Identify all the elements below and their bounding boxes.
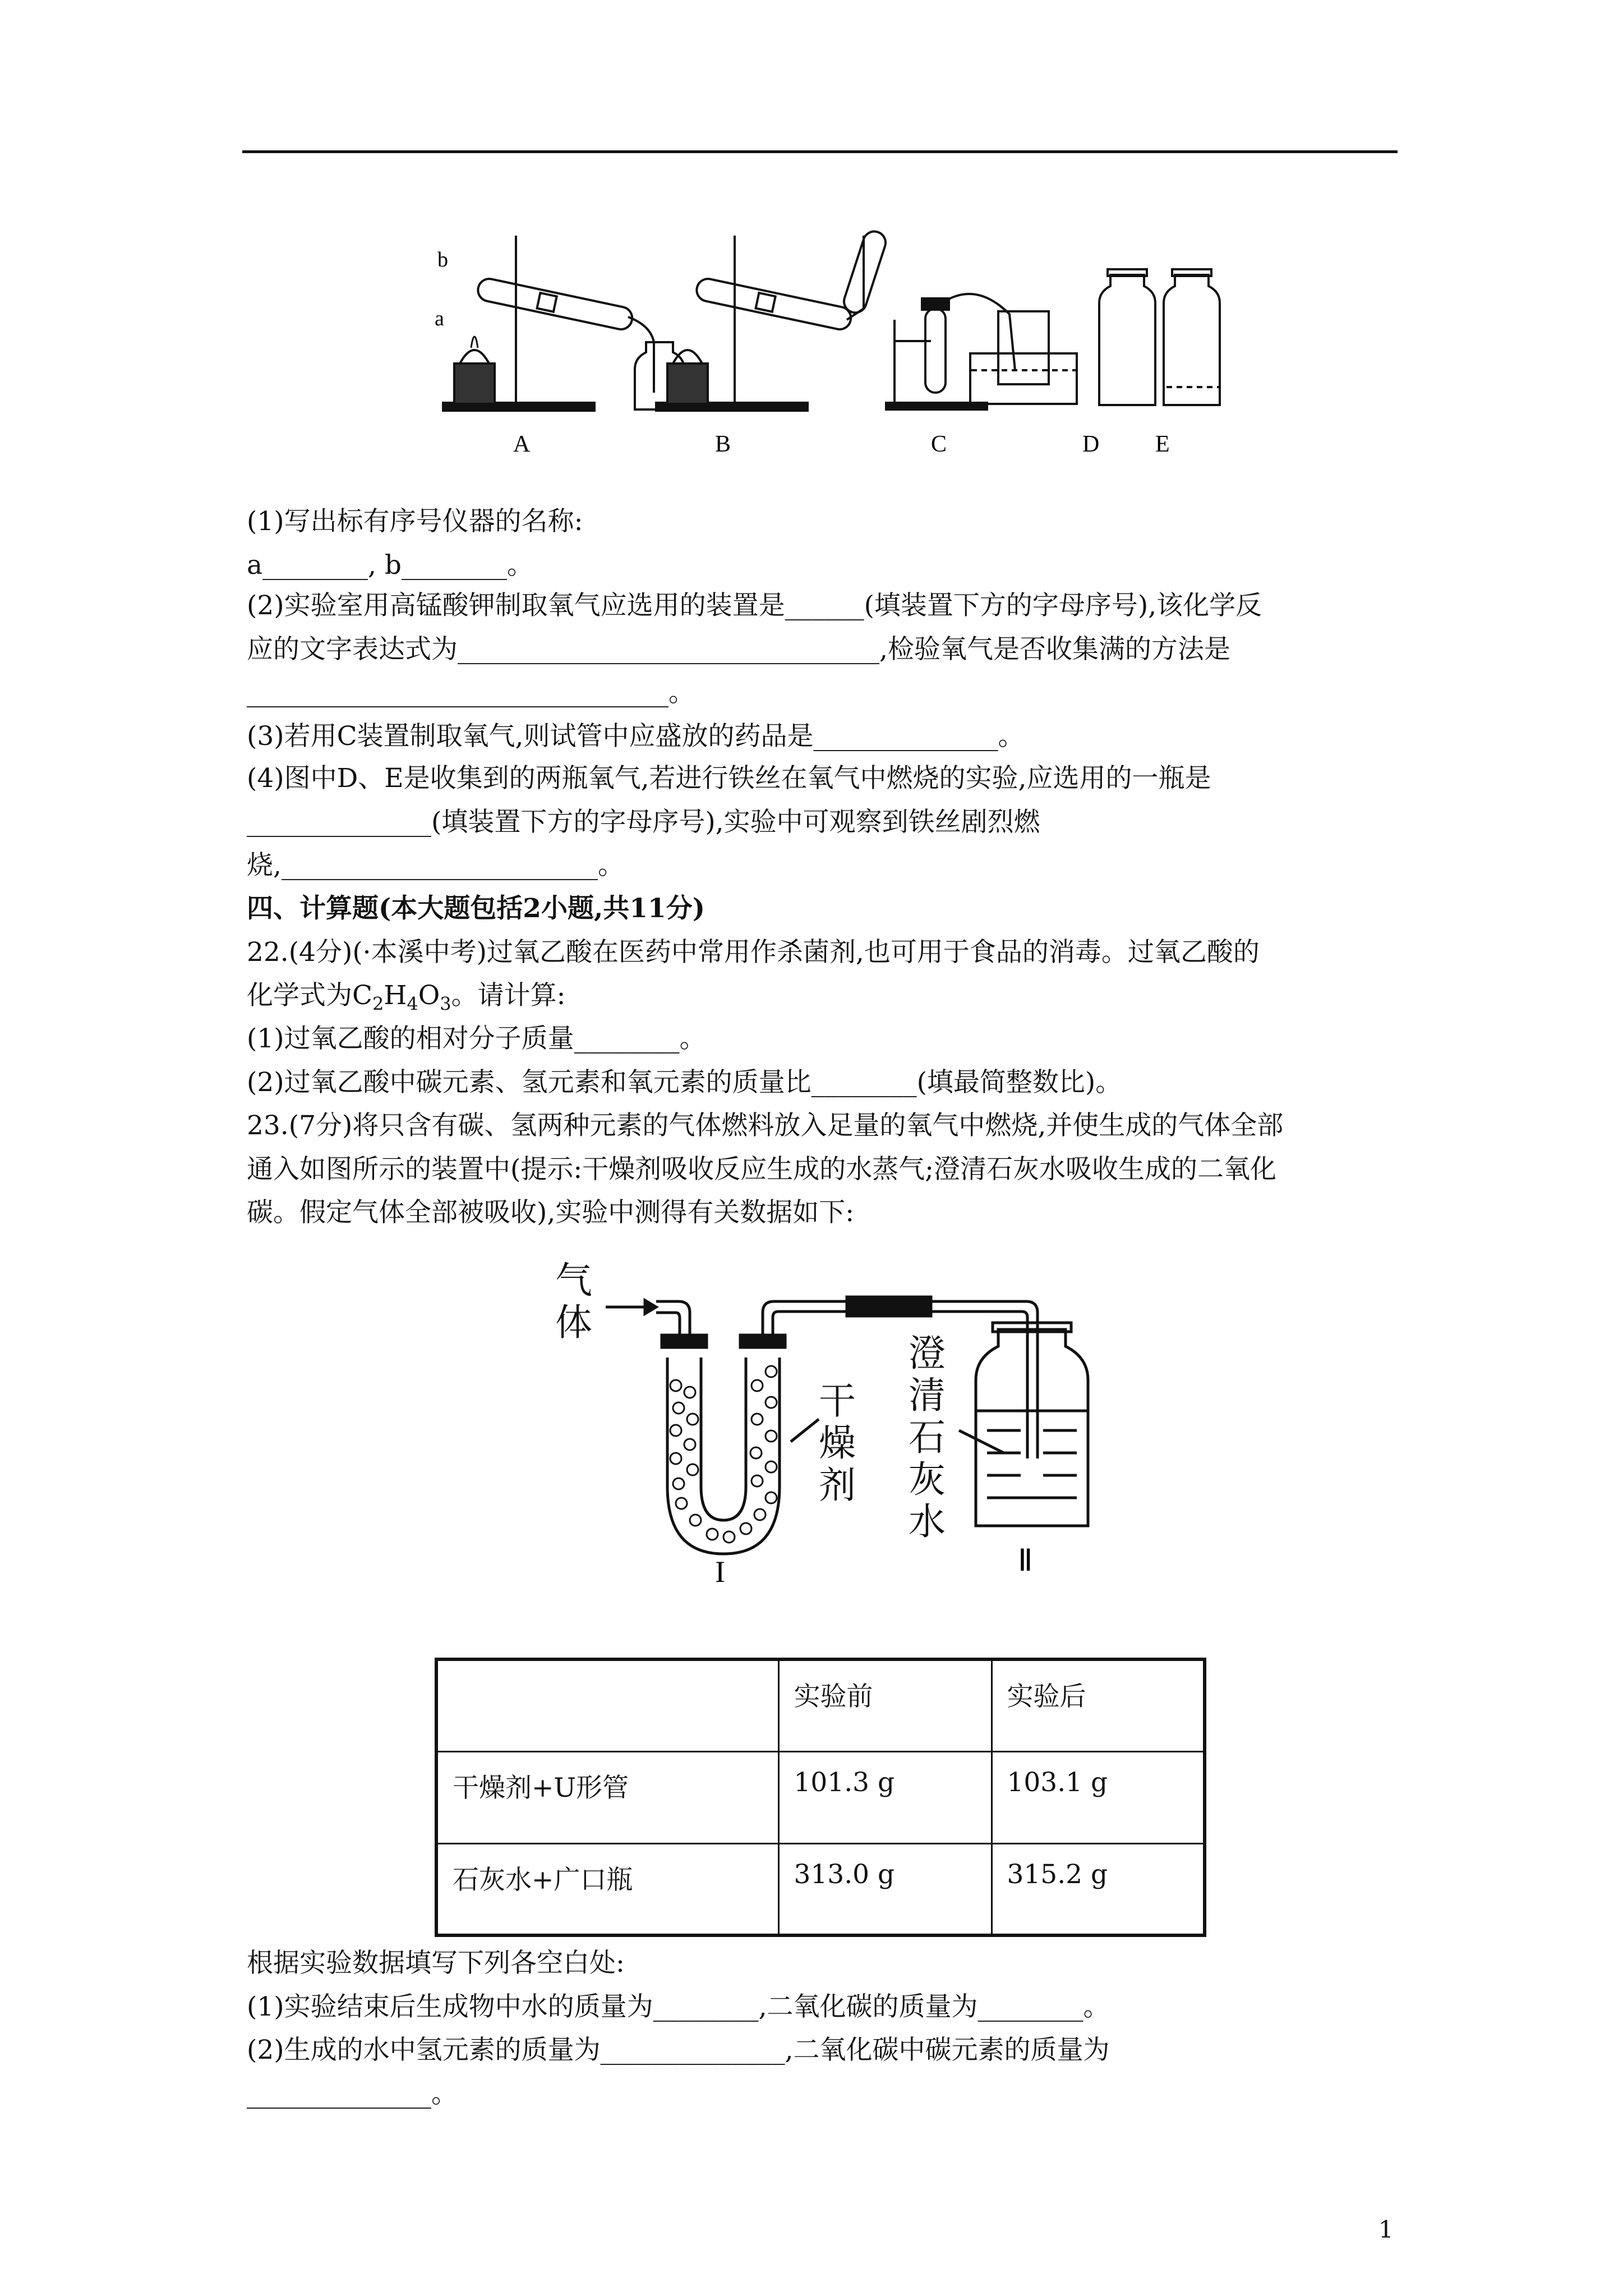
q21-part3: (3)若用C装置制取氧气,则试管中应盛放的药品是______________。 <box>247 721 1025 752</box>
table-cell: 干燥剂+U形管 <box>436 1751 778 1843</box>
label-desiccant-2: 燥 <box>819 1421 856 1465</box>
label-limewater-2: 清 <box>909 1374 946 1417</box>
table-row <box>436 1843 1205 1935</box>
q22-line2: 化学式为$C_2H_4O_3$。请计算: <box>247 980 566 1015</box>
label-limewater-4: 灰 <box>909 1458 946 1501</box>
label-gas-2: 体 <box>555 1301 592 1344</box>
label-gas-1: 气 <box>555 1259 592 1302</box>
q22-part2: (2)过氧乙酸中碳元素、氢元素和氧元素的质量比________(填最简整数比)。 <box>247 1067 1122 1098</box>
q22-part1: (1)过氧乙酸的相对分子质量________。 <box>247 1023 706 1054</box>
q23-after-table: 根据实验数据填写下列各空白处: <box>247 1948 625 1978</box>
label-b: b <box>437 248 448 272</box>
label-limewater-5: 水 <box>909 1500 946 1543</box>
table-row <box>436 1751 1205 1843</box>
table-cell: 石灰水+广口瓶 <box>436 1843 778 1935</box>
label-limewater-3: 石 <box>909 1416 946 1459</box>
label-desiccant-3: 剂 <box>819 1464 856 1507</box>
q21-part2-line1: (2)实验室用高锰酸钾制取氧气应选用的装置是______(填装置下方的字母序号),该化学反 <box>247 590 1262 621</box>
apparatus-figure <box>437 224 1223 466</box>
table-header-row <box>436 1659 1205 1751</box>
table-header-cell: 实验前 <box>778 1659 992 1751</box>
label-limewater-1: 澄 <box>909 1332 946 1375</box>
caption-c: C <box>931 431 947 457</box>
q23-line2: 通入如图所示的装置中(提示:干燥剂吸收反应生成的水蒸气;澄清石灰水吸收生成的二氧化 <box>247 1154 1277 1185</box>
q21-part4-line3: 烧,________________________。 <box>247 850 624 881</box>
caption-a: A <box>513 431 531 457</box>
q23-part1: (1)实验结束后生成物中水的质量为________,二氧化碳的质量为________。 <box>247 1991 1110 2022</box>
data-table <box>435 1658 1206 1937</box>
q23-part2-line1: (2)生成的水中氢元素的质量为______________,二氧化碳中碳元素的质量为 <box>247 2035 1110 2065</box>
table-cell: 101.3 g <box>778 1751 992 1843</box>
q23-part2-line2: ______________。 <box>247 2078 458 2109</box>
caption-b: B <box>715 431 731 457</box>
q21-part2-line2: 应的文字表达式为________________________________,检验氧气是否收集满的方法是 <box>247 634 1230 665</box>
caption-ii: Ⅱ <box>1018 1544 1033 1577</box>
label-a: a <box>435 307 444 330</box>
table-header-cell: 实验后 <box>992 1659 1205 1751</box>
q21-part1-blanks: a________, b________。 <box>247 550 533 581</box>
q22-line1: 22.(4分)(·本溪中考)过氧乙酸在医药中常用作杀菌剂,也可用于食品的消毒。过氧乙酸的 <box>247 937 1260 968</box>
header-rule <box>242 150 1398 153</box>
label-desiccant-1: 干 <box>819 1379 856 1423</box>
caption-i: I <box>715 1555 725 1589</box>
q23-line1: 23.(7分)将只含有碳、氢两种元素的气体燃料放入足量的氧气中燃烧,并使生成的气体全部 <box>247 1110 1284 1141</box>
page-number: 1 <box>1378 2216 1394 2243</box>
table-cell: 103.1 g <box>992 1751 1205 1843</box>
q21-part4-line1: (4)图中D、E是收集到的两瓶氧气,若进行铁丝在氧气中燃烧的实验,应选用的一瓶是 <box>247 763 1211 794</box>
caption-e: E <box>1155 431 1170 457</box>
caption-d: D <box>1082 431 1100 457</box>
q21-part2-line3: ________________________________。 <box>247 677 695 708</box>
q21-part4-line2: ______________(填装置下方的字母序号),实验中可观察到铁丝剧烈燃 <box>247 807 1040 838</box>
section-heading: 四、计算题(本大题包括2小题,共11分) <box>247 893 705 924</box>
table-header-cell <box>436 1659 778 1751</box>
q21-part1: (1)写出标有序号仪器的名称: <box>247 506 583 537</box>
q23-line3: 碳。假定气体全部被吸收),实验中测得有关数据如下: <box>247 1197 855 1228</box>
absorption-apparatus-figure <box>555 1245 1094 1593</box>
table-cell: 315.2 g <box>992 1843 1205 1935</box>
table-cell: 313.0 g <box>778 1843 992 1935</box>
